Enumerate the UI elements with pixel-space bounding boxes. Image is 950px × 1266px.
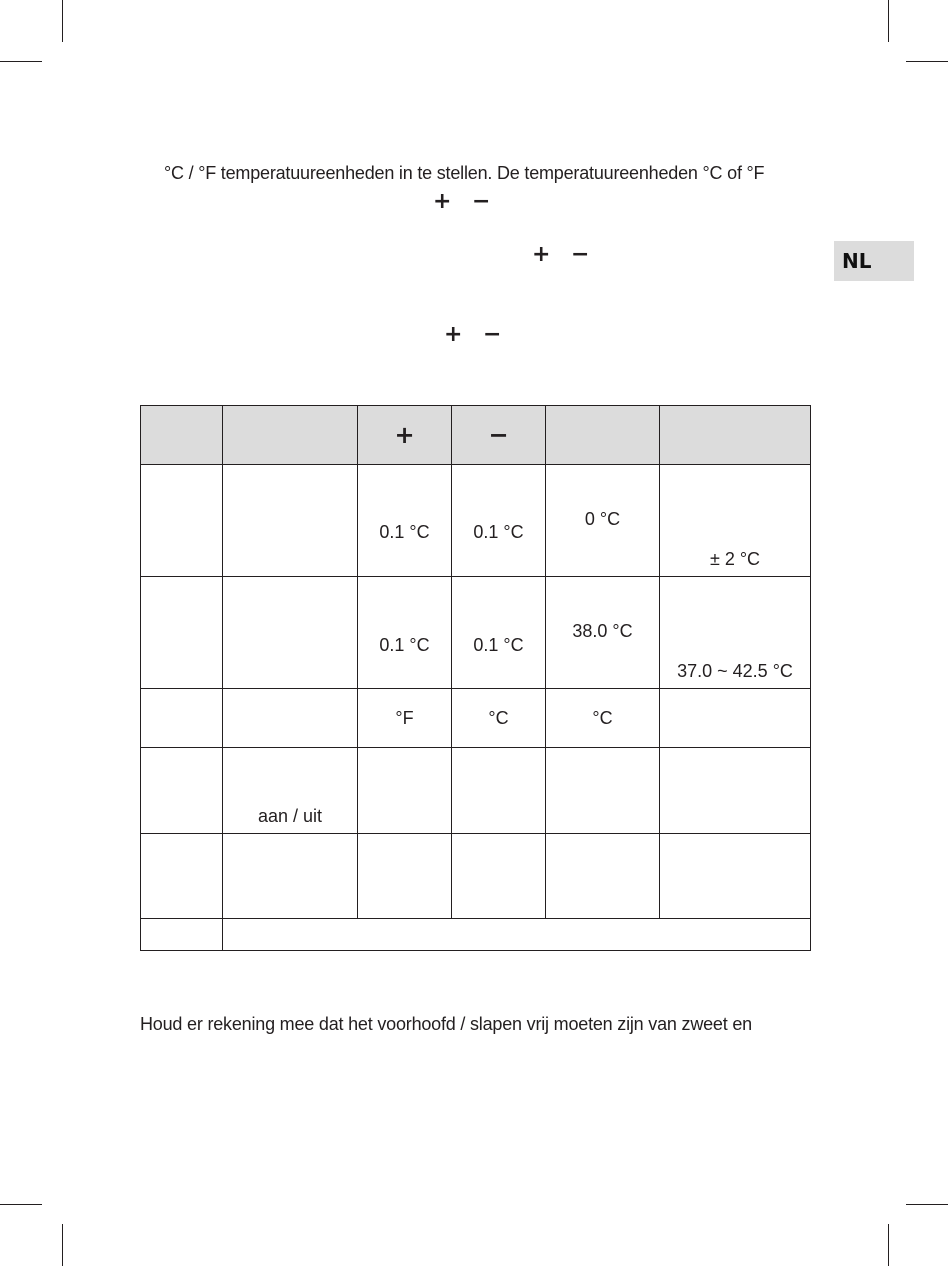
table-header-row <box>141 406 811 465</box>
plus-step-value: 0.1 °C <box>379 635 430 655</box>
header-cell <box>141 406 223 465</box>
default-value: 0 °C <box>584 509 621 529</box>
crop-mark <box>0 61 42 62</box>
minus-symbol: − <box>483 322 502 347</box>
crop-mark <box>888 1224 889 1266</box>
plus-symbol: + <box>532 242 551 267</box>
crop-mark <box>62 0 63 42</box>
crop-mark <box>62 1224 63 1266</box>
on-off-label: aan / uit <box>257 806 323 826</box>
footer-text-line: Houd er rekening mee dat het voorhoofd / slapen vrij moeten zijn van zweet en <box>140 1014 752 1034</box>
table-row <box>141 748 811 834</box>
plus-symbol: + <box>444 322 463 347</box>
crop-mark <box>0 1204 42 1205</box>
header-cell <box>223 406 358 465</box>
plus-step-value: 0.1 °C <box>379 522 430 542</box>
minus-symbol: − <box>571 242 590 267</box>
default-value: 38.0 °C <box>572 621 633 641</box>
header-plus-cell: + <box>358 406 452 465</box>
crop-mark <box>888 0 889 42</box>
table-row <box>141 689 811 748</box>
language-tab: NL <box>834 241 914 281</box>
header-minus-cell: − <box>452 406 546 465</box>
crop-mark <box>906 1204 948 1205</box>
settings-table <box>140 405 811 951</box>
plus-symbol: + <box>433 189 452 214</box>
crop-mark <box>906 61 948 62</box>
range-value: 37.0 ~ 42.5 °C <box>677 661 793 681</box>
units-text-line: °C / °F temperatuureenheden in te stellen. De temperatuureenheden °C of °F <box>164 163 765 183</box>
header-cell <box>546 406 660 465</box>
table-row <box>141 919 811 951</box>
table-row <box>141 465 811 577</box>
header-cell <box>660 406 811 465</box>
plus-unit-value: °F <box>395 708 414 728</box>
minus-step-value: 0.1 °C <box>473 522 524 542</box>
minus-unit-value: °C <box>488 708 509 728</box>
minus-symbol: − <box>472 189 491 214</box>
default-unit-value: °C <box>592 708 613 728</box>
range-value: ± 2 °C <box>709 549 761 569</box>
table-row <box>141 834 811 919</box>
minus-step-value: 0.1 °C <box>473 635 524 655</box>
table-row <box>141 577 811 689</box>
